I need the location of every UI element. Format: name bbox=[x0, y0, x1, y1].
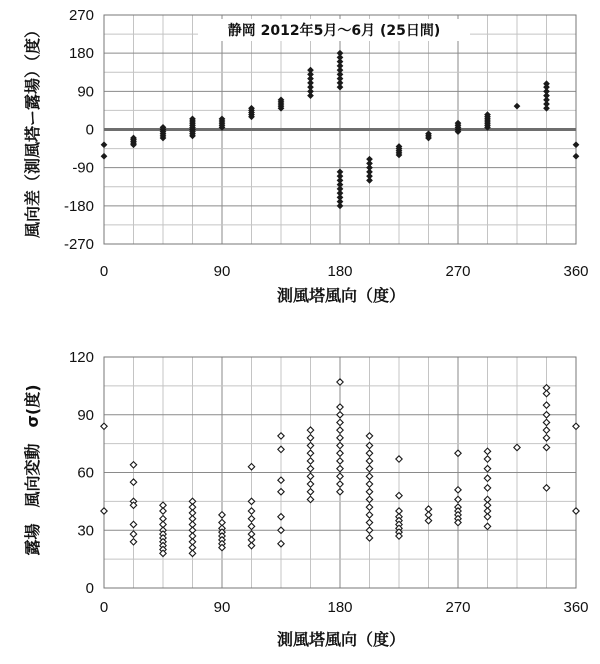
x-tick-label: 270 bbox=[445, 599, 471, 616]
chart1-x-axis-label: 測風塔風向（度） bbox=[276, 286, 406, 305]
x-tick-label: 270 bbox=[445, 263, 471, 280]
y-tick-label: -270 bbox=[63, 236, 94, 253]
x-tick-label: 360 bbox=[563, 263, 589, 280]
y-tick-label: -180 bbox=[63, 197, 94, 215]
x-tick-label: 360 bbox=[563, 599, 589, 616]
y-tick-label: -90 bbox=[72, 159, 94, 177]
y-tick-label: 0 bbox=[85, 580, 94, 597]
x-tick-label: 180 bbox=[327, 263, 353, 280]
y-tick-label: 120 bbox=[68, 349, 94, 366]
chart1-y-axis-label: 風向差（測風塔ー露場）（度） bbox=[23, 21, 42, 239]
x-tick-label: 180 bbox=[327, 599, 353, 616]
x-tick-label: 90 bbox=[213, 599, 231, 616]
y-tick-label: 60 bbox=[77, 464, 94, 482]
y-tick-label: 90 bbox=[77, 83, 94, 101]
y-tick-label: 270 bbox=[68, 7, 94, 24]
x-tick-label: 0 bbox=[99, 263, 109, 280]
y-tick-label: 90 bbox=[77, 406, 94, 424]
y-tick-label: 180 bbox=[68, 45, 94, 63]
y-tick-label: 0 bbox=[85, 121, 94, 139]
chart1-title: 静岡 2012年5月～6月 (25日間) bbox=[227, 23, 441, 39]
x-tick-label: 90 bbox=[213, 263, 231, 280]
x-tick-label: 0 bbox=[99, 599, 109, 616]
chart2-y-axis-label: 露場 風向変動 σ(度) bbox=[23, 384, 42, 556]
y-tick-label: 30 bbox=[77, 522, 94, 540]
chart2-x-axis-label: 測風塔風向（度） bbox=[276, 630, 406, 649]
